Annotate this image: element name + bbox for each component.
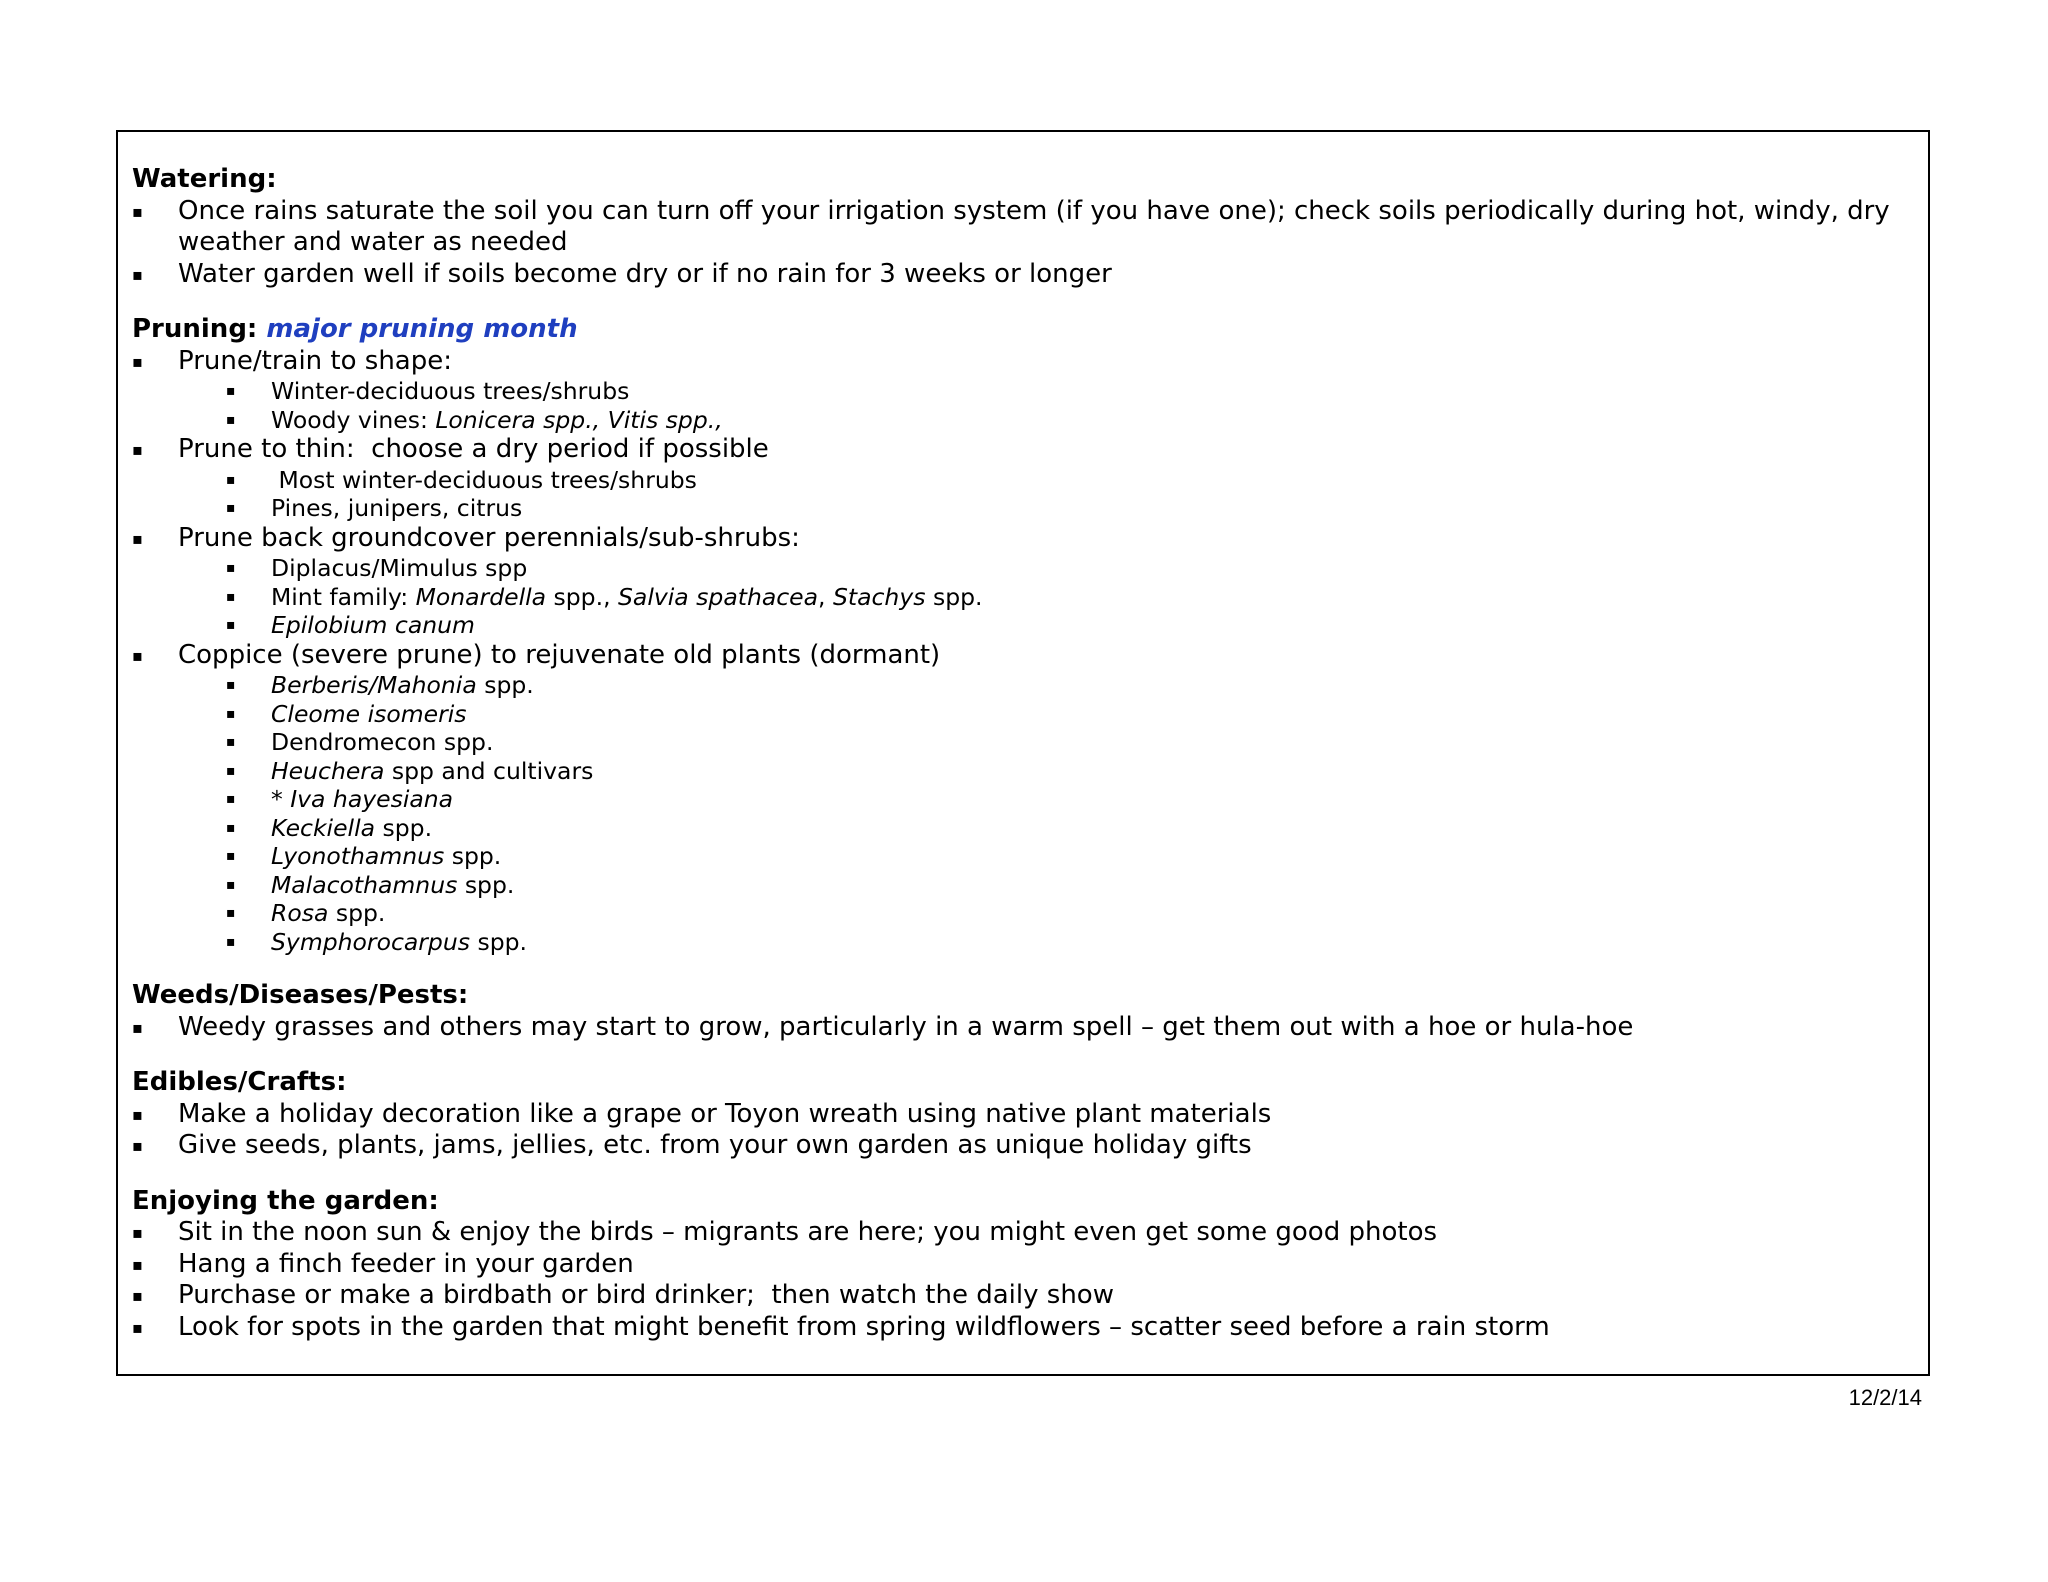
watering-heading: Watering:	[132, 164, 277, 194]
edibles-heading: Edibles/Crafts:	[132, 1067, 347, 1097]
calendar-content	[132, 164, 1914, 1343]
sub-list-item-text: spp.	[444, 842, 502, 870]
species-name: Heuchera	[271, 756, 385, 785]
species-name: * Iva hayesiana	[271, 785, 454, 813]
sub-list-item	[132, 406, 1914, 435]
species-name: Malacothamnus	[271, 870, 458, 899]
bullet-icon: ▪	[132, 528, 143, 548]
list-item	[132, 1012, 1914, 1044]
list-item-text: Sit in the noon sun & enjoy the birds – migrants are here; you might even get some good photos	[178, 1217, 1438, 1247]
bullet-icon: ▪	[226, 383, 236, 399]
bullet-icon: ▪	[226, 705, 236, 722]
sub-list-item-text: Winter-deciduous trees/shrubs	[271, 377, 630, 405]
weeds-heading: Weeds/Diseases/Pests:	[132, 980, 469, 1010]
sub-list-item	[132, 814, 1914, 843]
sub-list-item	[132, 842, 1914, 871]
list-item	[132, 640, 1914, 672]
sub-list-item-text: Mint family:	[271, 582, 416, 611]
bullet-icon: ▪	[226, 762, 236, 779]
bullet-icon: ▪	[226, 905, 236, 921]
list-item-text: Once rains saturate the soil you can turn off your irrigation system (if you have one); check soils periodically during hot, windy, dry weather and water as needed	[178, 195, 1890, 257]
bullet-icon: ▪	[226, 471, 236, 488]
bullet-icon: ▪	[226, 876, 236, 893]
bullet-icon: ▪	[226, 791, 236, 807]
bullet-icon: ▪	[226, 848, 236, 864]
enjoying-list	[132, 1217, 1914, 1343]
section-watering	[132, 164, 1914, 290]
bullet-icon: ▪	[132, 645, 143, 665]
bullet-icon: ▪	[132, 1223, 143, 1242]
list-item	[132, 1249, 1914, 1281]
bullet-icon: ▪	[132, 1136, 143, 1155]
watering-list	[132, 196, 1914, 291]
sub-list-item-text: spp.	[469, 927, 528, 956]
content-box	[116, 130, 1930, 1376]
bullet-icon: ▪	[226, 734, 236, 750]
list-item	[132, 434, 1914, 466]
sub-list-item-text: spp and cultivars	[384, 756, 594, 785]
sub-list-item-text: spp.	[457, 870, 515, 899]
list-item	[132, 1280, 1914, 1312]
list-item-text: Prune/train to shape:	[178, 345, 452, 376]
bullet-icon: ▪	[132, 201, 143, 221]
bullet-icon: ▪	[132, 1017, 143, 1037]
species-name: Rosa	[271, 899, 329, 927]
bullet-icon: ▪	[132, 1104, 143, 1124]
sub-list-item	[132, 700, 1914, 729]
species-name: Salvia spathacea	[618, 582, 819, 611]
pruning-heading-label: Pruning:	[132, 314, 258, 344]
sub-list-item	[132, 466, 1914, 495]
section-edibles	[132, 1067, 1914, 1162]
weeds-list	[132, 1012, 1914, 1044]
list-item	[132, 1099, 1914, 1131]
sub-list-item	[132, 377, 1914, 406]
sub-list-item	[132, 928, 1914, 957]
species-name: Stachys	[832, 582, 926, 611]
sub-list-item	[132, 554, 1914, 583]
bullet-icon: ▪	[226, 933, 236, 950]
species-name: Symphorocarpus	[271, 927, 470, 956]
list-item	[132, 259, 1914, 291]
sub-list-item-text: spp.	[375, 813, 433, 842]
bullet-icon: ▪	[132, 1286, 143, 1305]
sub-list-item	[132, 899, 1914, 928]
list-item-text: Water garden well if soils become dry or if no rain for 3 weeks or longer	[178, 258, 1112, 289]
list-item-text: Weedy grasses and others may start to grow, particularly in a warm spell – get them out with a hoe or hula-hoe	[178, 1011, 1634, 1042]
sub-list-item-text: Pines, junipers, citrus	[271, 494, 523, 522]
list-item	[132, 1312, 1914, 1344]
sub-list-item-text: spp.,	[546, 582, 619, 611]
bullet-icon: ▪	[226, 500, 236, 516]
list-item	[132, 1130, 1914, 1162]
sub-list-item	[132, 728, 1914, 757]
bullet-icon: ▪	[132, 264, 143, 284]
list-item	[132, 196, 1914, 259]
sub-list-item	[132, 757, 1914, 786]
species-name: Epilobium canum	[271, 611, 475, 639]
list-item	[132, 523, 1914, 555]
sub-list-item-text: Diplacus/Mimulus spp	[271, 554, 528, 582]
list-item-text: Purchase or make a birdbath or bird drinker; then watch the daily show	[178, 1280, 1114, 1310]
sub-list-item-text: spp.	[328, 899, 386, 927]
sub-list-item-text: Woody vines:	[271, 405, 436, 434]
footer-date: 12/2/14	[1848, 1385, 1922, 1410]
list-item	[132, 346, 1914, 378]
sub-list-item-text: ,	[818, 582, 833, 611]
section-enjoying	[132, 1186, 1914, 1344]
species-name: Lyonothamnus	[271, 842, 445, 870]
sub-list-item-text: spp.	[476, 671, 534, 699]
sub-list-item	[132, 871, 1914, 900]
bullet-icon: ▪	[226, 617, 236, 633]
pruning-list	[132, 346, 1914, 957]
list-item	[132, 1217, 1914, 1249]
bullet-icon: ▪	[226, 819, 236, 836]
enjoying-heading: Enjoying the garden:	[132, 1185, 439, 1216]
bullet-icon: ▪	[226, 588, 236, 605]
sub-list-item	[132, 583, 1914, 612]
bullet-icon: ▪	[132, 440, 143, 459]
sub-list-item-text: Dendromecon spp.	[271, 728, 494, 756]
species-name: Keckiella	[271, 813, 376, 842]
bullet-icon: ▪	[226, 677, 236, 693]
species-name: Lonicera spp., Vitis spp.,	[435, 405, 723, 434]
bullet-icon: ▪	[132, 351, 143, 371]
section-pruning	[132, 314, 1914, 956]
sub-list-item	[132, 611, 1914, 640]
pruning-heading	[132, 314, 1914, 346]
bullet-icon: ▪	[226, 411, 236, 428]
list-item-text: Hang a finch feeder in your garden	[178, 1248, 634, 1279]
list-item-text: Look for spots in the garden that might benefit from spring wildflowers – scatter seed before a rain storm	[178, 1311, 1550, 1342]
sub-list-item-text: spp.	[925, 582, 983, 611]
list-item-text: Give seeds, plants, jams, jellies, etc. from your own garden as unique holiday gifts	[178, 1130, 1252, 1160]
list-item-text: Coppice (severe prune) to rejuvenate old plants (dormant)	[178, 639, 941, 670]
pruning-note: major pruning month	[266, 314, 578, 344]
edibles-list	[132, 1099, 1914, 1162]
bullet-icon: ▪	[226, 560, 236, 576]
species-name: Berberis/Mahonia	[271, 671, 477, 699]
species-name: Monardella	[415, 582, 547, 611]
list-item-text: Prune back groundcover perennials/sub-shrubs:	[178, 522, 800, 553]
section-weeds	[132, 980, 1914, 1043]
list-item-text: Make a holiday decoration like a grape or Toyon wreath using native plant materials	[178, 1098, 1272, 1129]
sub-list-item	[132, 671, 1914, 700]
bullet-icon: ▪	[132, 1254, 143, 1274]
sub-list-item-text: Most winter-deciduous trees/shrubs	[271, 465, 697, 494]
species-name: Cleome isomeris	[271, 699, 467, 728]
bullet-icon: ▪	[132, 1317, 143, 1337]
list-item-text: Prune to thin: choose a dry period if possible	[178, 434, 769, 464]
sub-list-item	[132, 785, 1914, 814]
sub-list-item	[132, 494, 1914, 523]
